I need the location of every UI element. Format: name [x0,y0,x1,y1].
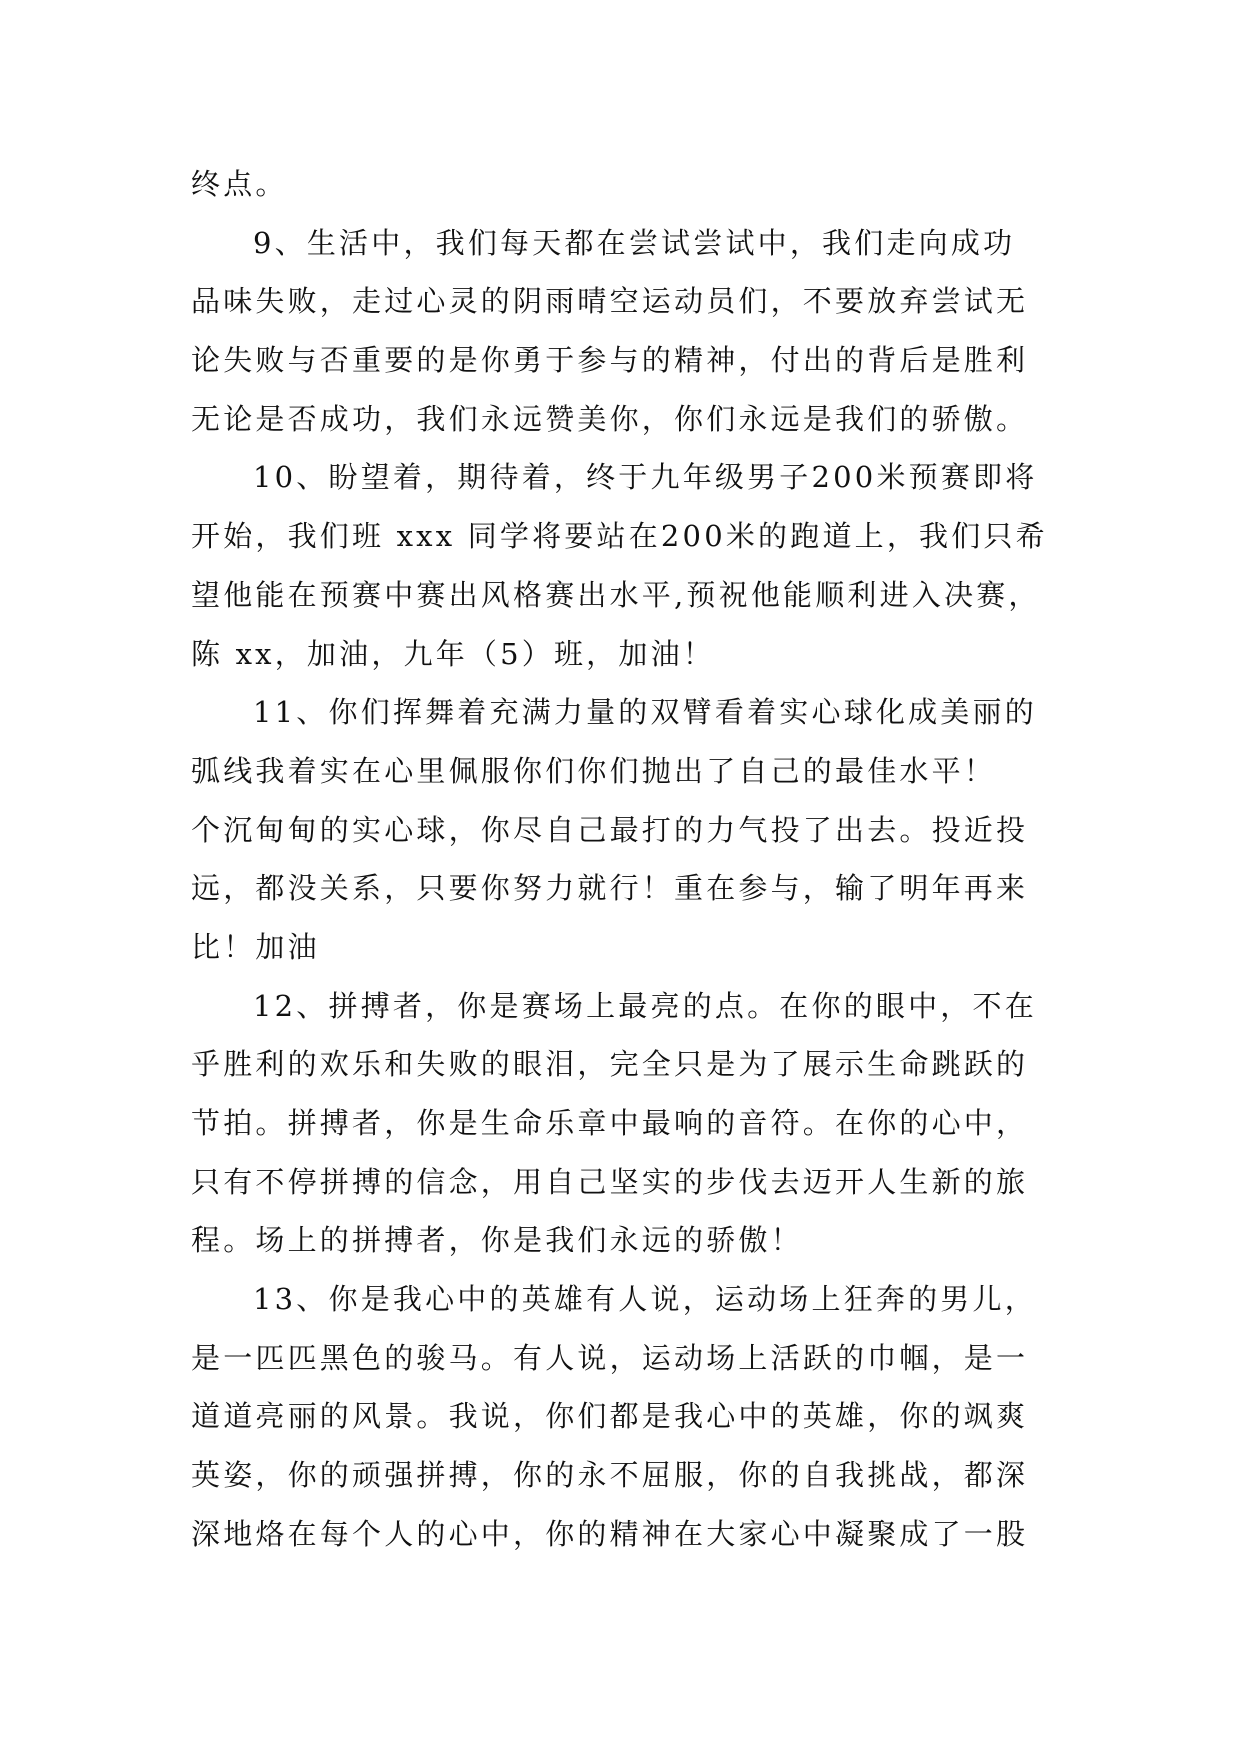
text-line: 9、生活中，我们每天都在尝试尝试中，我们走向成功 [253,225,1016,260]
text-line: 远，都没关系，只要你努力就行！重在参与，输了明年再来 [191,871,1029,906]
text-line: 节拍。拼搏者，你是生命乐章中最响的音符。在你的心中， [191,1106,1029,1140]
text-line: 英姿，你的顽强拼搏，你的永不屈服，你的自我挑战，都深 [191,1458,1029,1493]
text-line: 道道亮丽的风景。我说，你们都是我心中的英雄，你的飒爽 [191,1399,1029,1434]
text-line: 比！加油 [191,929,320,964]
text-line: 10、盼望着，期待着，终于九年级男子200米预赛即将 [253,460,1038,495]
text-line: 乎胜利的欢乐和失败的眼泪，完全只是为了展示生命跳跃的 [191,1047,1029,1082]
text-line: 13、你是我心中的英雄有人说，运动场上狂奔的男儿， [253,1282,1037,1317]
text-line: 程。场上的拼搏者，你是我们永远的骄傲！ [191,1223,803,1258]
text-line: 12、拼搏者，你是赛场上最亮的点。在你的眼中，不在 [253,988,1037,1023]
text-line: 无论是否成功，我们永远赞美你，你们永远是我们的骄傲。 [191,401,1029,436]
document-body [191,155,1061,1564]
text-line: 开始，我们班 xxx 同学将要站在200米的跑道上，我们只希 [191,519,1048,554]
text-line: 终点。 [191,167,288,201]
text-line: 深地烙在每个人的心中，你的精神在大家心中凝聚成了一股 [191,1516,1029,1551]
text-line: 论失败与否重要的是你勇于参与的精神，付出的背后是胜利 [191,343,1029,378]
text-line: 个沉甸甸的实心球，你尽自己最打的力气投了出去。投近投 [191,812,1029,847]
text-line: 品味失败，走过心灵的阴雨晴空运动员们，不要放弃尝试无 [191,284,1029,319]
text-line: 是一匹匹黑色的骏马。有人说，运动场上活跃的巾帼，是一 [191,1340,1029,1375]
text-line: 只有不停拼搏的信念，用自己坚实的步伐去迈开人生新的旅 [191,1164,1029,1199]
text-line: 11、你们挥舞着充满力量的双臂看着实心球化成美丽的 [253,695,1037,730]
text-line: 望他能在预赛中赛出风格赛出水平,预祝他能顺利进入决赛， [191,577,1041,612]
text-line: 陈 xx，加油，九年（5）班，加油！ [191,636,715,671]
text-line: 弧线我着实在心里佩服你们你们抛出了自己的最佳水平！ [191,753,997,788]
